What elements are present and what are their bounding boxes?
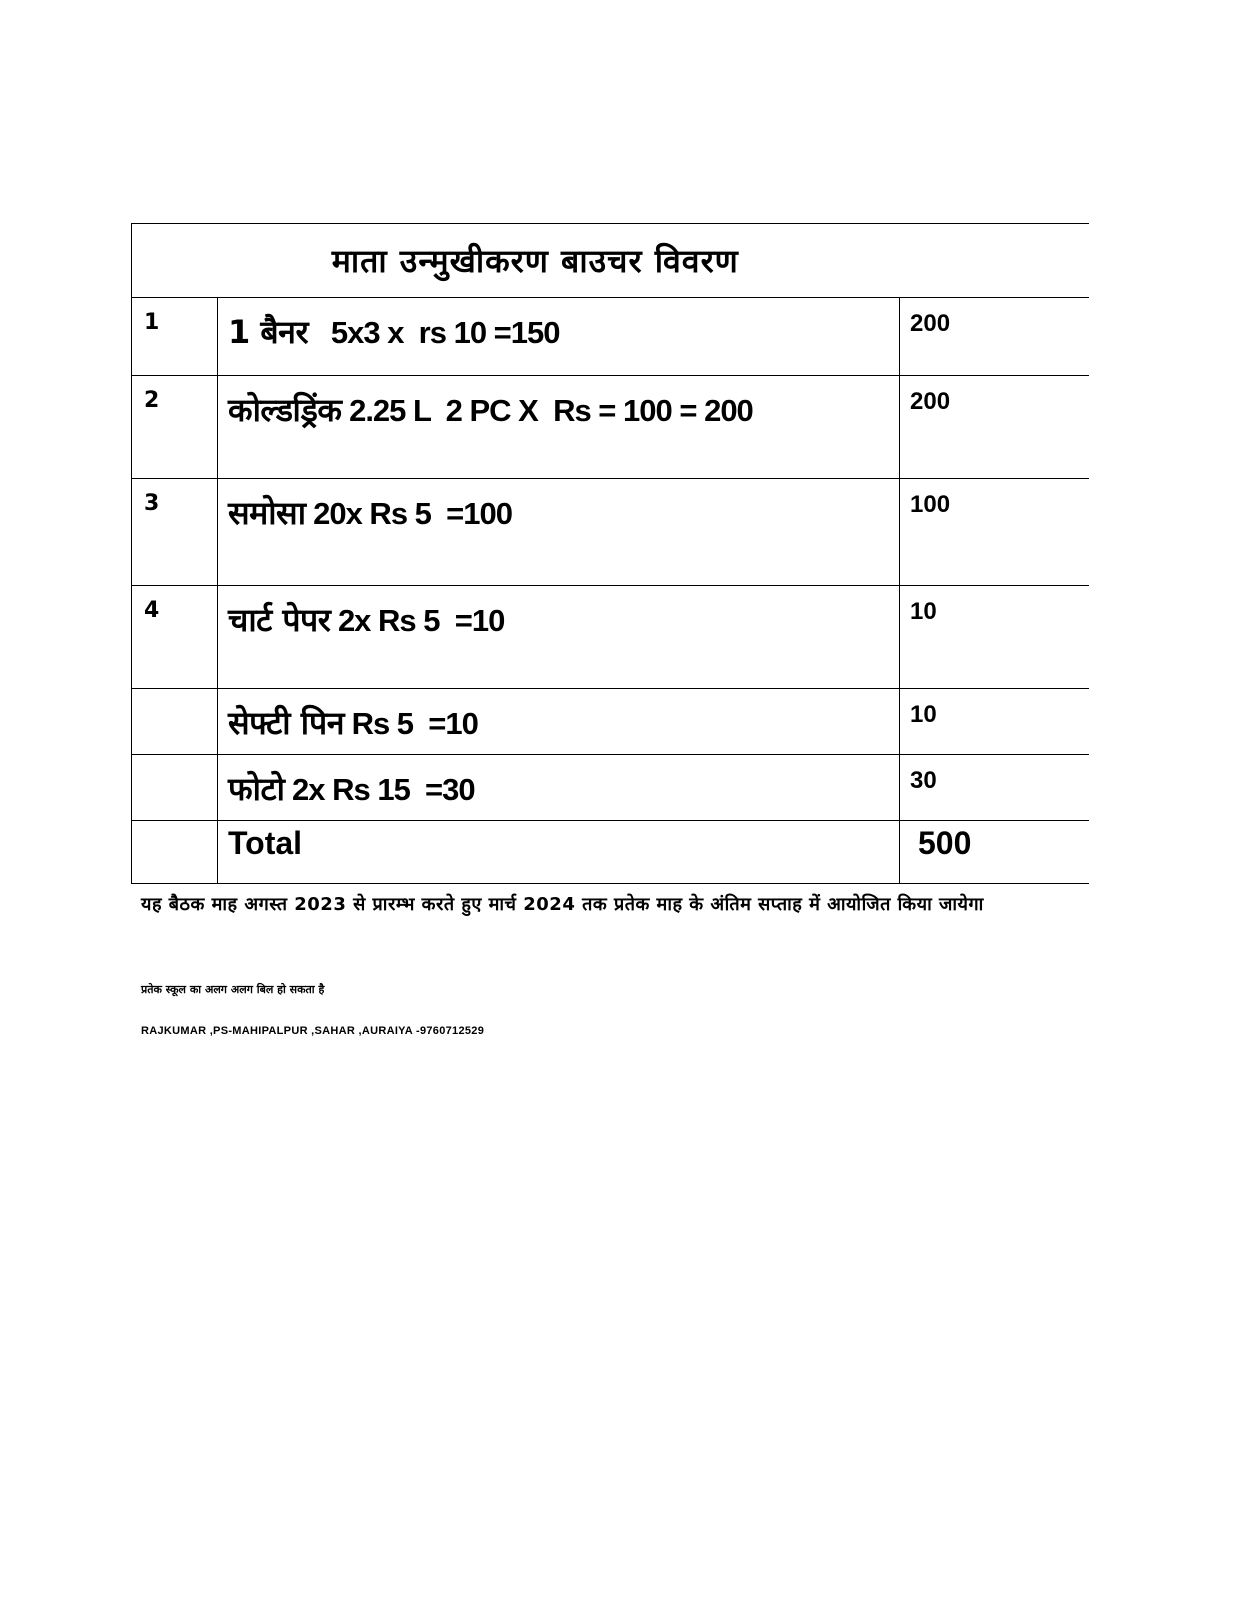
item-calculation: 2x Rs 15 =30 — [284, 772, 475, 807]
row-number: 3 — [132, 479, 218, 586]
row-description — [218, 298, 900, 376]
row-number — [132, 755, 218, 821]
author-signature: RAJKUMAR ,PS-MAHIPALPUR ,SAHAR ,AURAIYA -9760712529 — [141, 1025, 485, 1037]
table-row — [132, 376, 1089, 479]
meeting-schedule-note: यह बैठक माह अगस्त 2023 से प्रारम्भ करते हुए मार्च 2024 तक प्रतेक माह के अंतिम सप्ताह में आयोजित किया जायेगा — [141, 894, 984, 915]
row-description — [218, 689, 900, 755]
row-amount: 200 — [900, 298, 1089, 376]
item-name: कोल्डड्रिंक — [228, 391, 342, 429]
row-description — [218, 479, 900, 586]
total-amount: 500 — [900, 821, 1089, 884]
item-calculation: Rs 5 =10 — [343, 706, 478, 741]
row-description — [218, 755, 900, 821]
row-amount: 200 — [900, 376, 1089, 479]
row-amount: 100 — [900, 479, 1089, 586]
item-name: समोसा — [228, 494, 306, 532]
row-amount: 30 — [900, 755, 1089, 821]
item-name: 1 बैनर — [228, 313, 309, 351]
total-number-cell — [132, 821, 218, 884]
row-amount: 10 — [900, 689, 1089, 755]
item-name: चार्ट पेपर — [228, 601, 331, 639]
table-row — [132, 586, 1089, 689]
row-amount: 10 — [900, 586, 1089, 689]
table-row — [132, 479, 1089, 586]
row-number: 1 — [132, 298, 218, 376]
voucher-table — [131, 223, 1089, 884]
school-bill-note: प्रतेक स्कूल का अलग अलग बिल हो सकता है — [141, 983, 325, 996]
row-number: 2 — [132, 376, 218, 479]
item-calculation: 2.25 L 2 PC X Rs = 100 = 200 — [341, 393, 753, 428]
row-number — [132, 689, 218, 755]
table-title-row — [132, 224, 1089, 298]
item-name: फोटो — [228, 770, 285, 808]
table-row — [132, 755, 1089, 821]
item-calculation: 5x3 x rs 10 =150 — [308, 315, 560, 350]
item-calculation: 20x Rs 5 =100 — [305, 496, 512, 531]
item-calculation: 2x Rs 5 =10 — [330, 603, 505, 638]
voucher-title: माता उन्मुखीकरण बाउचर विवरण — [132, 224, 1089, 298]
total-label: Total — [218, 821, 900, 884]
row-description — [218, 586, 900, 689]
row-description — [218, 376, 900, 479]
table-row — [132, 298, 1089, 376]
item-name: सेफ्टी पिन — [228, 704, 344, 742]
table-row — [132, 689, 1089, 755]
total-row — [132, 821, 1089, 884]
row-number: 4 — [132, 586, 218, 689]
